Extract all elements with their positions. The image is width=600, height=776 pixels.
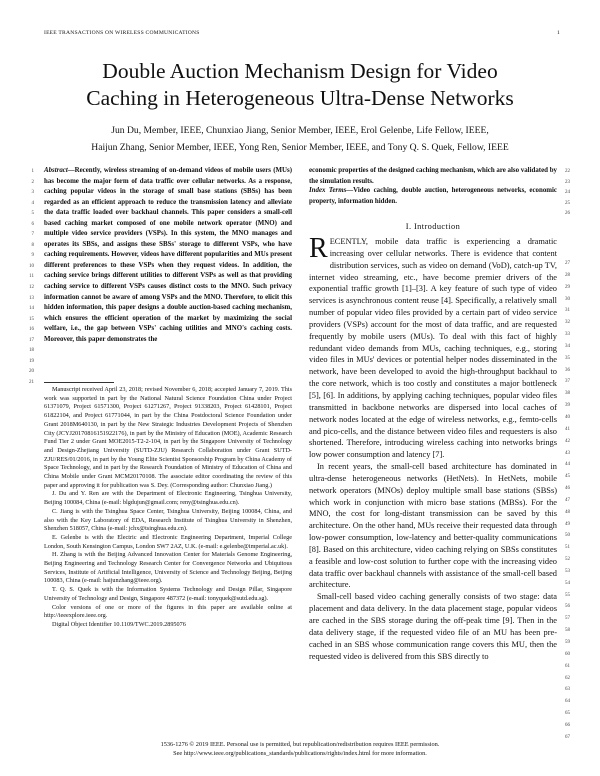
line-number: 27 [565, 261, 570, 266]
line-number: 5 [31, 211, 34, 217]
line-number: 54 [565, 580, 570, 586]
authors-line-2: Haijun Zhang, Senior Member, IEEE, Yong Ren, Senior Member, IEEE, and Tony Q. S. Quek, Fellow, IEEE [91, 142, 509, 153]
footnote-funding: Manuscript received April 23, 2018; revised November 6, 2018; accepted January 7, 2019. This work was supported in part by the National Natural Science Foundation China under Project 61371079, Project 61571300, Project 61271267, Project 91338203, Project 61428101, Project 61822104, and Project 61771044, in part by the China Postdoctoral Science Foundation under Grant 2018M640130, in part by the New Strategic Industries Development Projects of Shenzhen City (JCYJ20170816151922176), in part by the Ministry of Education (MOE), Academic Research Fund Tier 2 under Grant MOE2015-T2-2-104, in part by the Singapore University of Technology and Design-Zhejiang University (SUTD-ZJU) Research Collaboration under Grant SUTD-ZJU/RES/01/2016, in part by the Young Elite Scientist Sponsorship Program by China Academy of Space Technology, and in part by the Research Foundation of Ministry of Education of China and China Mobile under Grant MCM20170108. The associate editor coordinating the review of this paper and approving it for publication was S. Dey. (Corresponding author: Chunxiao Jiang.) [44, 386, 292, 489]
line-number: 20 [29, 369, 34, 375]
section-heading: I. Introduction [405, 222, 461, 231]
copyright-footer [40, 741, 560, 758]
line-number: 9 [31, 253, 34, 259]
index-terms-label: Index Terms— [309, 187, 354, 194]
abstract-label: Abstract— [44, 167, 75, 174]
page-number: 1 [557, 30, 560, 36]
line-number: 59 [565, 640, 570, 645]
line-number: 67 [565, 734, 570, 740]
title-line-2: Caching in Heterogeneous Ultra-Dense Networks [86, 86, 514, 110]
index-terms-text: Video caching, double auction, heterogeneous networks, economic property, information hidden. [309, 187, 557, 205]
line-number: 24 [565, 190, 570, 196]
line-number: 11 [29, 274, 34, 280]
line-number: 45 [565, 474, 570, 480]
line-number: 41 [565, 426, 570, 432]
introduction-body [309, 233, 557, 662]
line-number: 31 [565, 308, 570, 314]
footnote-color: Color versions of one or more of the figures in this paper are available online at http://ieeexplore.ieee.org. [44, 603, 292, 620]
line-number: 50 [565, 533, 570, 539]
abstract-continued: economic properties of the designed caching mechanism, which are also validated by the simulation results. [309, 167, 557, 185]
line-number: 66 [565, 722, 570, 728]
footnote-affil-zhang: H. Zhang is with the Beijing Advanced Innovation Center for Materials Genome Engineering, Beijing Engineering and Technology Research Center for Convergence Networks and Ubiquitous Services, Institute of Artificial Intelligence, University of Science and Technology Beijing, Beijing 100083, China (e-mail: haijunzhang@ieee.org). [44, 551, 292, 585]
line-number: 14 [29, 306, 34, 312]
line-number: 29 [565, 284, 570, 290]
line-number: 38 [565, 391, 570, 397]
line-number: 12 [29, 285, 34, 291]
index-terms [309, 186, 557, 207]
footnote-affil-quek: T. Q. S. Quek is with the Information Systems Technology and Design Pillar, Singapore University of Technology and Design, Singapore 487372 (e-mail: tonyquek@sutd.edu.sg). [44, 586, 292, 602]
line-number: 55 [565, 592, 570, 598]
line-number: 47 [565, 497, 570, 503]
line-numbers-right-intro [565, 258, 579, 744]
line-number: 16 [29, 327, 34, 333]
line-number: 40 [565, 414, 570, 420]
copyright-line: 1536-1276 © 2019 IEEE. Personal use is permitted, but republication/redistribution requires IEEE permission. [160, 741, 440, 748]
drop-cap: R [309, 233, 328, 264]
intro-paragraph-3: Small-cell based video caching generally consists of two stage: data placement and data delivery. In the data placement stage, popular videos are cached in the SBS storage during the off-peak time [9]. Then in the data delivery stage, if the requested video file of an MU has been pre-cached in an SBS whose communication range covers this MU, then the requested video is delivered from this SBS directly to [309, 592, 557, 661]
line-number: 57 [565, 616, 570, 622]
line-number: 43 [565, 450, 570, 456]
running-header [44, 30, 560, 40]
line-number: 49 [565, 521, 570, 527]
footnote-affil-du-ren: J. Du and Y. Ren are with the Department of Electronic Engineering, Tsinghua University, Beijing 100084, China (e-mail: blgdujun@gmail.com; reny@tsinghua.edu.cn). [44, 490, 292, 507]
footnotes [44, 386, 292, 630]
abstract-text: Recently, wireless streaming of on-demand videos of mobile users (MUs) has become the major form of data traffic over cellular networks. As a response, caching popular videos in the storage of small base stations (SBSs) has been regarded as an efficient approach to reduce the transmission latency and alleviate the data traffic loaded over backhaul channels. This paper considers a small-cell based caching market composed of one mobile network operator (MNO) and multiple video service providers (VSPs). In this system, the MNO manages and operates its SBSs, and assigns these SBSs' storage to different VSPs, who have caching requirements. However, videos have different popularities and MUs present different preferences to these VSPs when they request videos. In addition, the caching service brings different utilities to different VSPs as well as that providing caching service to different VSPs causes distinct costs to the MNO. Such privacy information cannot be aware of among VSPs and the MNO. Therefore, to elicit this hidden information, this paper designs a double auction-based caching mechanism, which ensures the efficient operation of the market by maximizing the social welfare, i.e., the gap between VSPs' caching utilities and MNO's caching costs. Moreover, this paper demonstrates the [44, 167, 292, 343]
line-number: 46 [565, 486, 570, 492]
line-number: 62 [565, 675, 570, 681]
line-number: 3 [31, 190, 34, 196]
intro-paragraph-1-text: ECENTLY, mobile data traffic is experiencing a dramatic increasing over cellular networks. There is evidence that content distribution services, such as video on demand (VoD), catch-up TV, internet video streaming, etc., have become premier drivers of the exponential traffic growth [1]–[3]. A key feature of such type of video services is asynchronous content reuse [4]. Specifically, a relatively small number of popular video files provided by a certain part of video service providers (VSPs) account for the most of data traffic, and are requested frequently by mobile users (MUs). To deal with this fact of highly redundant video demands from MUs, caching techniques, e.g., storing video files in MUs' devices or potential helper nodes disseminated in the network, have been developed to avoid the high-throughput backhaul to the core network, which is too costly and constitutes a major bottleneck [5], [6]. In additions, by applying caching techniques, popular video files transmitted in backbone networks are dispersed into local caches of network nodes located at the edge of wireless networks, e.g., femto-cells and pico-cells, and the distance between video files and requesters is also shortened. Therefore, introducing wireless caching into networks brings low power consumption and latency [7]. [309, 237, 557, 460]
line-number: 42 [565, 438, 570, 444]
footnote-rule [44, 382, 114, 383]
line-number: 56 [565, 604, 570, 610]
line-numbers-right-top [565, 167, 579, 220]
line-number: 1 [31, 169, 34, 174]
line-number: 64 [565, 699, 570, 705]
line-number: 2 [31, 179, 34, 185]
line-number: 17 [29, 337, 34, 343]
line-number: 33 [565, 332, 570, 338]
title-line-1: Double Auction Mechanism Design for Video [102, 59, 498, 83]
line-number: 34 [565, 343, 570, 349]
paper-title [30, 58, 570, 112]
line-number: 6 [31, 221, 34, 227]
line-number: 30 [565, 296, 570, 302]
line-number: 32 [565, 320, 570, 326]
footnote-affil-gelenbe: E. Gelenbe is with the Electric and Electronic Engineering Department, Imperial College London, South Kensington Campus, London SW7 2AZ, U.K. (e-mail: e.gelenbe@imperial.ac.uk). [44, 533, 292, 550]
line-number: 23 [565, 179, 570, 185]
line-number: 4 [31, 200, 34, 206]
authors-line-1: Jun Du, Member, IEEE, Chunxiao Jiang, Senior Member, IEEE, Erol Gelenbe, Life Fellow, IEEE, [111, 125, 489, 136]
line-number: 8 [31, 242, 34, 248]
footnote-affil-jiang: C. Jiang is with the Tsinghua Space Center, Tsinghua University, Beijing 100084, China, and also with the Key Laboratory of EDA, Research Institute of Tsinghua University in Shenzhen, Shenzhen 518057, China (e-mail: jchx@tsinghua.edu.cn). [44, 507, 292, 533]
line-number: 7 [31, 232, 34, 238]
intro-paragraph-1 [309, 233, 557, 461]
line-number: 26 [565, 211, 570, 217]
line-number: 18 [29, 348, 34, 354]
line-numbers-left [20, 167, 34, 388]
line-number: 48 [565, 509, 570, 515]
line-number: 51 [565, 545, 570, 551]
footnote-doi: Digital Object Identifier 10.1109/TWC.2019.2895076 [52, 620, 186, 628]
line-number: 65 [565, 711, 570, 717]
line-number: 44 [565, 462, 570, 468]
line-number: 53 [565, 568, 570, 574]
line-number: 15 [29, 316, 34, 322]
author-list [40, 122, 560, 156]
line-number: 58 [565, 628, 570, 634]
line-number: 35 [565, 355, 570, 361]
line-number: 28 [565, 272, 570, 278]
line-number: 21 [29, 379, 34, 385]
line-number: 63 [565, 687, 570, 693]
journal-name: IEEE TRANSACTIONS ON WIRELESS COMMUNICATIONS [44, 30, 200, 36]
line-number: 10 [29, 263, 34, 269]
line-number: 52 [565, 557, 570, 563]
line-number: 36 [565, 367, 570, 373]
line-number: 13 [29, 295, 34, 301]
line-number: 39 [565, 403, 570, 409]
line-number: 25 [565, 200, 570, 206]
rights-line: See http://www.ieee.org/publications_standards/publications/rights/index.html for more information. [173, 749, 427, 757]
abstract [44, 166, 292, 345]
line-number: 60 [565, 651, 570, 657]
intro-paragraph-2: In recent years, the small-cell based architecture has dominated in ultra-dense heterogeneous networks (HetNets). In HetNets, mobile network operators (MNOs) deploy multiple small base stations (SBSs) which work in conjunction with micro base stations (MBSs). For the MNO, the cost for long-distant transmission can be saved by this architecture. On the other hand, MUs receive their requested data through low-power consumption, low-latency and better-quality communications [8]. Based on this architecture, video caching relying on SBSs constitutes a feasible and low-cost solution to further cope with the increasing video data traffic over backhaul channels with assistance of the small-cell based architecture. [309, 462, 557, 590]
line-number: 37 [565, 379, 570, 385]
line-number: 22 [565, 169, 570, 174]
line-number: 61 [565, 663, 570, 669]
line-number: 19 [29, 358, 34, 364]
